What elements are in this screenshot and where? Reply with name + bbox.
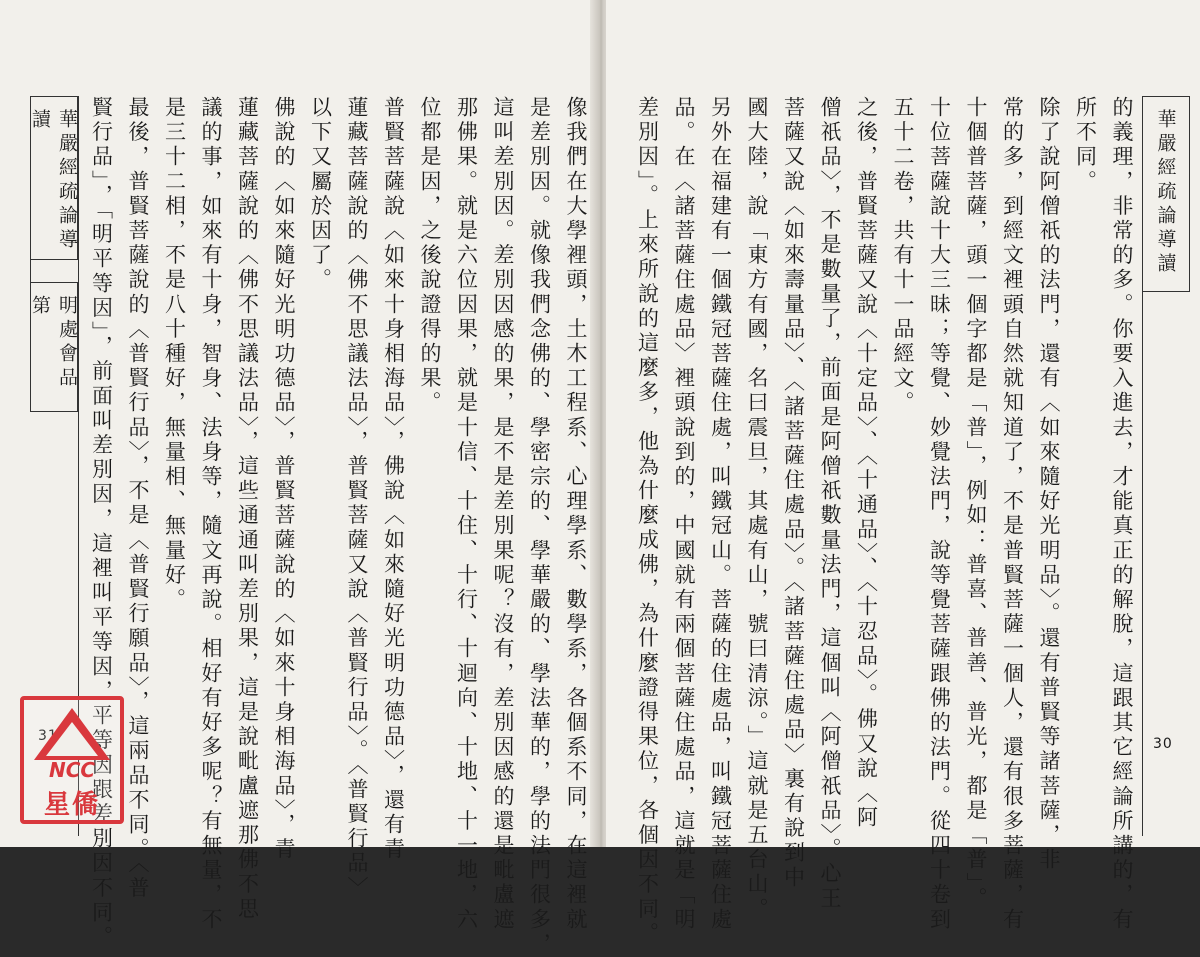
paragraph: 以下又屬於因了。	[308, 96, 333, 293]
paragraph: 普賢菩薩說〈如來十身相海品〉，佛說〈如來隨好光明功德品〉，還有青	[381, 96, 406, 863]
paragraph: 五十二卷，共有十一品經文。	[891, 96, 915, 416]
left-chapter-title-text: 明處會品第	[29, 295, 78, 391]
right-page-number: 30	[1153, 736, 1173, 752]
paragraph: 蓮藏菩薩說的〈佛不思議法品〉，這些通通叫差別果，這是說毗盧遮那佛不思	[235, 96, 260, 922]
paragraph: 十位菩薩說十大三昧；等覺、妙覺法門，說等覺菩薩跟佛的法門。從四十卷到	[927, 96, 952, 933]
paragraph: 常的多，到經文裡頭自然就知道了，不是普賢菩薩一個人，還有很多菩薩，有	[1000, 96, 1025, 933]
left-page-number: 31	[38, 728, 58, 744]
stamp-roof-inner	[46, 722, 98, 756]
left-header-connector	[30, 260, 31, 282]
paragraph: 是三十二相，不是八十種好，無量相、無量好。	[162, 96, 187, 613]
paragraph: 是差別因。就像我們念佛的、學密宗的、學華嚴的、學法華的，學的法門很多，	[527, 96, 552, 957]
paragraph: 另外在福建有一個鐵冠菩薩住處，叫鐵冠山。菩薩的住處品，叫鐵冠菩薩住處	[708, 96, 733, 933]
paragraph: 十個普菩薩，頭一個字都是「普」，例如：普喜、普善、普光，都是「普」。	[964, 96, 988, 912]
left-header-title	[30, 96, 78, 260]
paragraph: 那佛果。就是六位因果，就是十信、十住、十行、十迴向、十地、十一地，六	[454, 96, 479, 933]
paragraph: 這叫差別因。差別因感的果，是不是差別果呢？沒有，差別因感的還是毗盧遮	[491, 96, 515, 933]
paragraph: 國大陸，說「東方有國，名曰震旦，其處有山，號曰清涼。」這就是五台山。	[745, 96, 769, 922]
paragraph: 除了說阿僧祇的法門，還有〈如來隨好光明品〉。還有普賢等諸菩薩，非	[1037, 96, 1061, 873]
paragraph: 議的事，如來有十身，智身、法身等，隨文再說。相好有好多呢？有無量，不	[199, 96, 223, 933]
paragraph: 僧祇品〉，不是數量了，前面是阿僧祇數量法門，這個叫〈阿僧祇品〉。心王	[818, 96, 842, 912]
right-page	[606, 0, 1200, 947]
paragraph: 之後，普賢菩薩又說〈十定品〉、〈十通品〉、〈十忍品〉。佛又說〈阿	[854, 96, 879, 831]
paragraph: 的義理，非常的多。你要入進去，才能真正的解脫，這跟其它經論所講的，有	[1110, 96, 1134, 933]
paragraph: 位都是因，之後說證得的果。	[418, 96, 442, 416]
paragraph: 蓮藏菩薩說的〈佛不思議法品〉，普賢菩薩又說〈普賢行品〉。〈普賢行品〉	[345, 96, 369, 901]
paragraph: 所不同。	[1073, 96, 1098, 195]
paragraph: 品。在〈諸菩薩住處品〉裡頭說到的，中國就有兩個菩薩住處品，這就是「明	[672, 96, 696, 933]
right-header-title-text: 華嚴經疏論導讀	[1154, 109, 1177, 277]
paragraph: 差別因」。上來所說的這麼多，他為什麼成佛，為什麼證得果位，各個因不同。	[635, 96, 660, 947]
left-body-text	[82, 96, 594, 957]
stamp-logo-text: NCC	[48, 758, 96, 782]
watermark-stamp	[20, 696, 124, 824]
stamp-name-text: 星僑	[43, 790, 100, 820]
right-header-title	[1142, 96, 1190, 292]
right-body-text	[635, 96, 1140, 947]
paragraph: 佛說的〈如來隨好光明功德品〉，普賢菩薩說的〈如來十身相海品〉，青	[272, 96, 296, 863]
left-header-title-text: 華嚴經疏論導讀	[29, 109, 78, 253]
paragraph: 最後，普賢菩薩說的〈普賢行品〉，不是〈普賢行願品〉，這兩品不同。〈普	[126, 96, 150, 901]
paragraph: 像我們在大學裡頭，土木工程系、心理學系、數學系，各個系不同，在這裡就	[564, 96, 588, 933]
paragraph: 菩薩又說〈如來壽量品〉、〈諸菩薩住處品〉。〈諸菩薩住處品〉裏有說到中	[781, 96, 806, 891]
paragraph: 賢行品」，「明平等因」，前面叫差別因，這裡叫平等因，平等因跟差別因不同。	[89, 96, 114, 951]
left-chapter-title	[30, 282, 78, 412]
